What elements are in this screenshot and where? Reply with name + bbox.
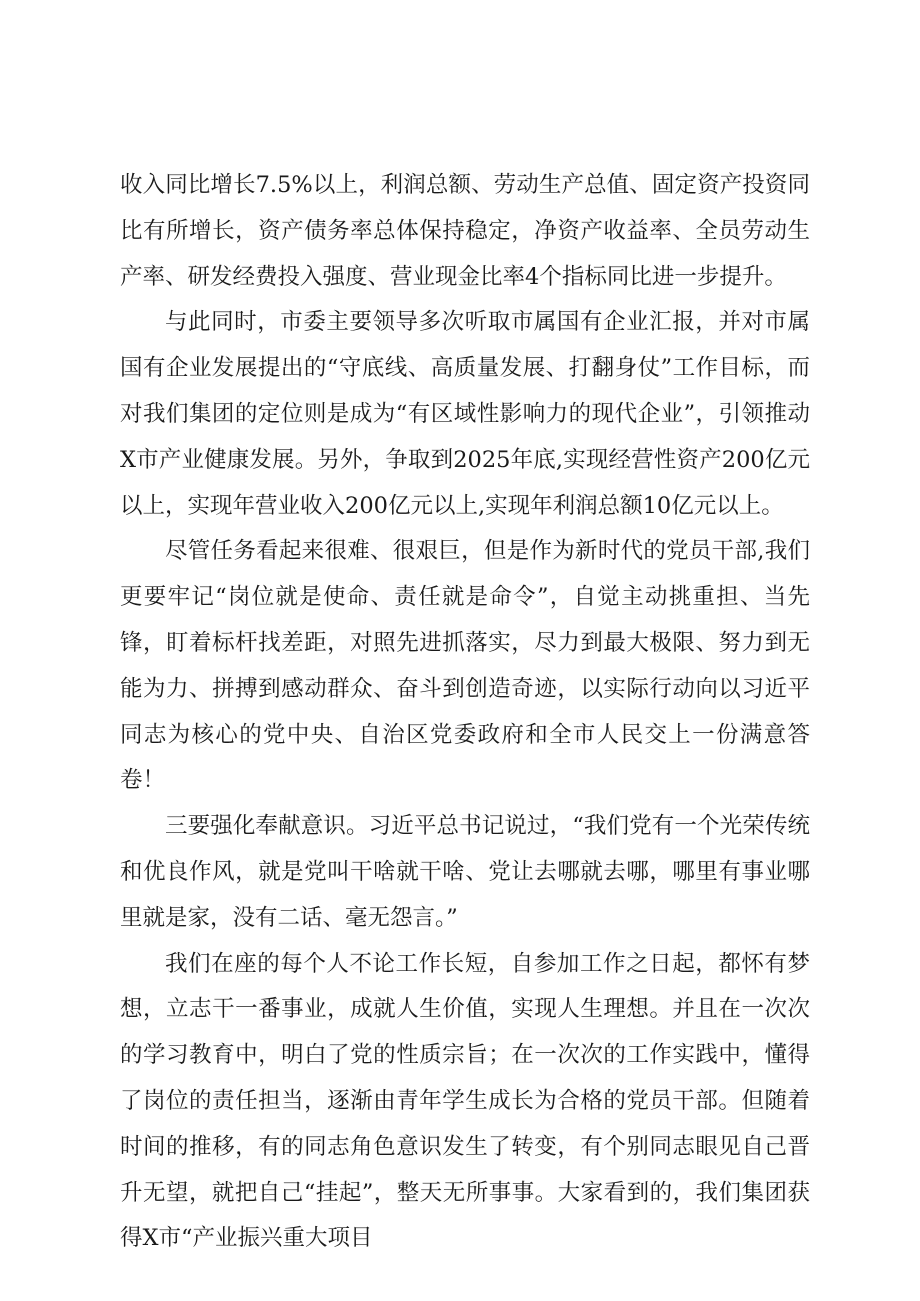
paragraph-personal-ideals: 我们在座的每个人不论工作长短，自参加工作之日起，都怀有梦想，立志干一番事业，成就人生价值，实现人生理想。并且在一次次的学习教育中，明白了党的性质宗旨；在一次次的工作实践中，懂得了岗位的责任担当，逐渐由青年学生成长为合格的党员干部。但随着时间的推移，有的同志角色意识发生了转变，有个别同志眼见自己晋升无望，就把自己“挂起”，整天无所事事。大家看到的，我们集团获得X市“产业振兴重大项目 bbox=[120, 950, 810, 1252]
paragraph-task-commitment: 尽管任务看起来很难、很艰巨，但是作为新时代的党员干部,我们更要牢记“岗位就是使命、责任就是命令”，自觉主动挑重担、当先锋，盯着标杆找差距，对照先进抓落实，尽力到最大极限、努力到无能为力、拼搏到感动群众、奋斗到创造奇迹，以实际行动向以习近平同志为核心的党中央、自治区党委政府和全市人民交上一份满意答卷！ bbox=[120, 538, 810, 794]
paragraph-municipal-goals: 与此同时，市委主要领导多次听取市属国有企业汇报，并对市属国有企业发展提出的“守底线、高质量发展、打翻身仗”工作目标，而对我们集团的定位则是成为“有区域性影响力的现代企业”，引领推动X市产业健康发展。另外，争取到2025年底,实现经营性资产200亿元以上，实现年营业收入200亿元以上,实现年利润总额10亿元以上。 bbox=[120, 309, 810, 519]
document-body bbox=[120, 163, 810, 1262]
paragraph-continuation: 收入同比增长7.5%以上，利润总额、劳动生产总值、固定资产投资同比有所增长，资产债务率总体保持稳定，净资产收益率、全员劳动生产率、研发经费投入强度、营业现金比率4个指标同比进一步提升。 bbox=[120, 172, 810, 290]
paragraph-dedication-awareness: 三要强化奉献意识。习近平总书记说过，“我们党有一个光荣传统和优良作风，就是党叫干啥就干啥、党让去哪就去哪，哪里有事业哪里就是家，没有二话、毫无怨言。” bbox=[120, 813, 810, 931]
